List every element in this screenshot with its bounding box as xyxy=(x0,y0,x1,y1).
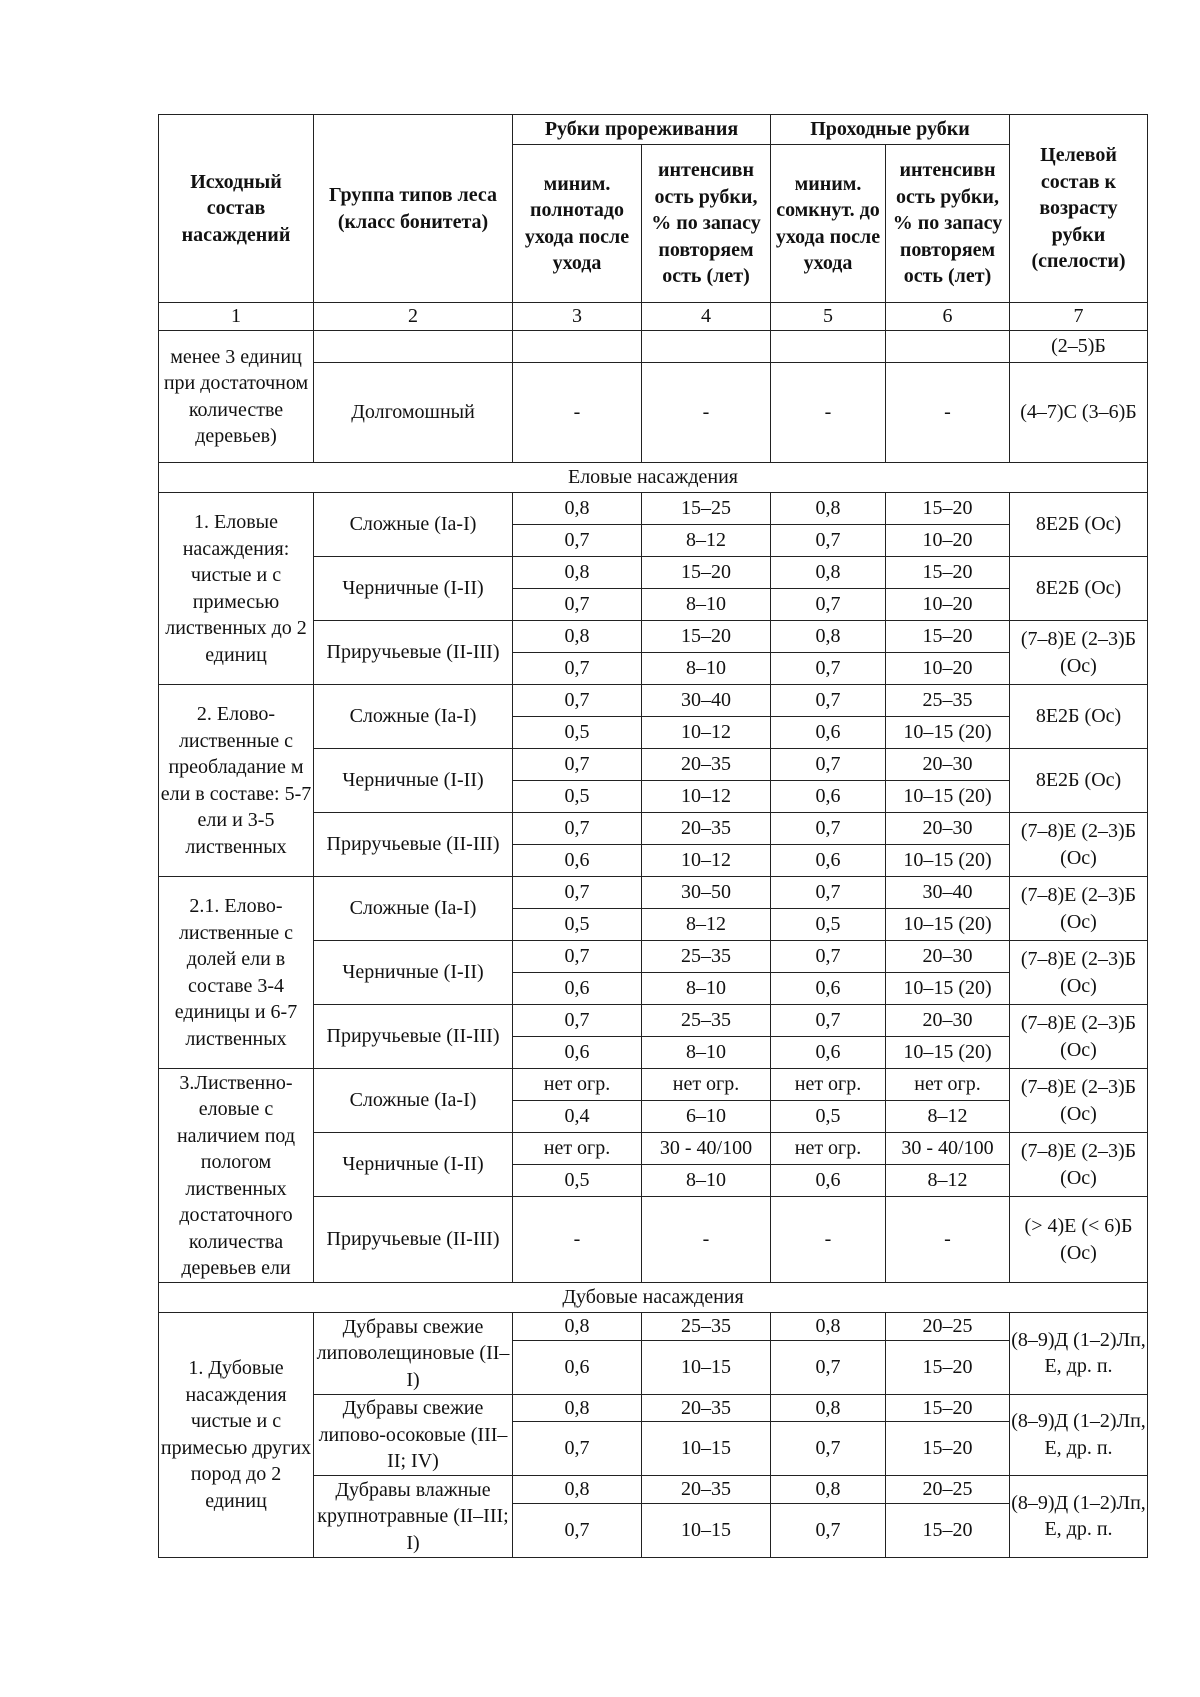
value-cell: 0,8 xyxy=(771,1476,886,1504)
value-cell: 8–10 xyxy=(642,973,771,1005)
value-cell: 0,8 xyxy=(771,557,886,589)
target-composition-cell: (8–9)Д (1–2)Лп, Е, др. п. xyxy=(1010,1394,1148,1476)
value-cell: 0,7 xyxy=(771,749,886,781)
forest-type-cell: Дубравы свежие липово-осоковые (III–II; IV) xyxy=(314,1394,513,1476)
empty-cell xyxy=(513,331,642,363)
value-cell: 25–35 xyxy=(642,941,771,973)
column-number: 5 xyxy=(771,303,886,331)
header-thinning-cuts: Рубки прореживания xyxy=(513,115,771,145)
forest-type-cell: Черничные (I-II) xyxy=(314,1133,513,1197)
value-cell: 0,5 xyxy=(771,909,886,941)
value-cell: 10–15 xyxy=(642,1340,771,1394)
value-cell: 15–20 xyxy=(642,621,771,653)
value-cell: 25–35 xyxy=(642,1313,771,1341)
value-cell: 8–10 xyxy=(642,1165,771,1197)
value-cell: 30–40 xyxy=(642,685,771,717)
column-number: 1 xyxy=(159,303,314,331)
value-cell: нет огр. xyxy=(771,1069,886,1101)
value-cell: 8–10 xyxy=(642,653,771,685)
value-cell: 0,7 xyxy=(771,1340,886,1394)
value-cell: 8–10 xyxy=(642,589,771,621)
value-cell: 0,6 xyxy=(771,781,886,813)
value-cell: 8–10 xyxy=(642,1037,771,1069)
value-cell: 15–25 xyxy=(642,493,771,525)
value-cell: 0,8 xyxy=(513,557,642,589)
value-cell: 0,8 xyxy=(771,1313,886,1341)
value-cell: - xyxy=(886,1197,1010,1283)
value-cell: - xyxy=(513,1197,642,1283)
empty-cell xyxy=(314,331,513,363)
value-cell: 0,7 xyxy=(513,1503,642,1557)
value-cell: 20–30 xyxy=(886,941,1010,973)
value-cell: 0,7 xyxy=(513,589,642,621)
value-cell: 20–25 xyxy=(886,1313,1010,1341)
target-composition-cell: (8–9)Д (1–2)Лп, Е, др. п. xyxy=(1010,1313,1148,1395)
value-cell: 0,7 xyxy=(513,749,642,781)
value-cell: 0,7 xyxy=(513,1422,642,1476)
value-cell: 15–20 xyxy=(886,1422,1010,1476)
value-cell: 10–20 xyxy=(886,653,1010,685)
value-cell: 10–20 xyxy=(886,525,1010,557)
value-cell: 15–20 xyxy=(886,1503,1010,1557)
value-cell: 0,8 xyxy=(513,1394,642,1422)
value-cell: 10–15 (20) xyxy=(886,717,1010,749)
forest-type-cell: Долгомошный xyxy=(314,363,513,463)
forest-type-cell: Дубравы свежие липоволещиновые (II–I) xyxy=(314,1313,513,1395)
target-composition-cell: 8Е2Б (Ос) xyxy=(1010,493,1148,557)
value-cell: 25–35 xyxy=(886,685,1010,717)
value-cell: 20–30 xyxy=(886,813,1010,845)
section-title-oak: Дубовые насаждения xyxy=(159,1283,1148,1313)
value-cell: 0,7 xyxy=(771,1503,886,1557)
value-cell: 0,6 xyxy=(513,1340,642,1394)
value-cell: 0,5 xyxy=(513,909,642,941)
value-cell: 0,7 xyxy=(513,813,642,845)
target-composition-cell: (2–5)Б xyxy=(1010,331,1148,363)
forest-thinning-table xyxy=(158,114,1148,1558)
value-cell: нет огр. xyxy=(771,1133,886,1165)
value-cell: 10–15 (20) xyxy=(886,845,1010,877)
source-composition-cell: 2.1. Елово-лиственные с долей ели в составе 3-4 единицы и 6-7 лиственных xyxy=(159,877,314,1069)
value-cell: нет огр. xyxy=(513,1133,642,1165)
value-cell: 0,8 xyxy=(513,621,642,653)
target-composition-cell: (7–8)Е (2–3)Б (Ос) xyxy=(1010,1005,1148,1069)
target-composition-cell: (8–9)Д (1–2)Лп, Е, др. п. xyxy=(1010,1476,1148,1558)
column-number: 4 xyxy=(642,303,771,331)
source-composition-cell: 2. Елово-лиственные с преобладание м ели в составе: 5-7 ели и 3-5 лиственных xyxy=(159,685,314,877)
value-cell: 20–35 xyxy=(642,1476,771,1504)
value-cell: 0,7 xyxy=(513,1005,642,1037)
value-cell: 15–20 xyxy=(886,1340,1010,1394)
header-passage-cuts: Проходные рубки xyxy=(771,115,1010,145)
value-cell: 0,7 xyxy=(513,653,642,685)
forest-type-cell: Черничные (I-II) xyxy=(314,557,513,621)
value-cell: 0,5 xyxy=(513,1165,642,1197)
value-cell: 10–20 xyxy=(886,589,1010,621)
value-cell: 0,6 xyxy=(771,1165,886,1197)
target-composition-cell: (4–7)С (3–6)Б xyxy=(1010,363,1148,463)
header-min-closure: миним. сомкнут. до ухода после ухода xyxy=(771,145,886,303)
value-cell: 8–12 xyxy=(642,909,771,941)
value-cell: 0,8 xyxy=(771,621,886,653)
value-cell: - xyxy=(771,363,886,463)
target-composition-cell: (> 4)Е (< 6)Б (Ос) xyxy=(1010,1197,1148,1283)
value-cell: 6–10 xyxy=(642,1101,771,1133)
target-composition-cell: 8Е2Б (Ос) xyxy=(1010,749,1148,813)
value-cell: 0,7 xyxy=(513,941,642,973)
value-cell: 15–20 xyxy=(886,621,1010,653)
source-composition-cell: 1. Дубовые насаждения чистые и с примесью других пород до 2 единиц xyxy=(159,1313,314,1558)
value-cell: 0,8 xyxy=(513,1313,642,1341)
value-cell: 15–20 xyxy=(886,557,1010,589)
value-cell: 0,5 xyxy=(513,717,642,749)
value-cell: 8–12 xyxy=(886,1165,1010,1197)
forest-type-cell: Сложные (Ia-I) xyxy=(314,493,513,557)
value-cell: 0,6 xyxy=(513,1037,642,1069)
value-cell: 0,7 xyxy=(771,653,886,685)
value-cell: 0,7 xyxy=(771,877,886,909)
forest-type-cell: Приручьевые (II-III) xyxy=(314,1005,513,1069)
value-cell: 10–15 (20) xyxy=(886,781,1010,813)
value-cell: 15–20 xyxy=(886,1394,1010,1422)
source-composition-cell: 3.Лиственно-еловые с наличием под пологом лиственных достаточного количества деревьев ели xyxy=(159,1069,314,1283)
empty-cell xyxy=(886,331,1010,363)
value-cell: 30–50 xyxy=(642,877,771,909)
section-title-spruce: Еловые насаждения xyxy=(159,463,1148,493)
value-cell: - xyxy=(886,363,1010,463)
value-cell: 10–12 xyxy=(642,845,771,877)
value-cell: 10–15 xyxy=(642,1503,771,1557)
value-cell: 10–15 (20) xyxy=(886,973,1010,1005)
value-cell: 15–20 xyxy=(886,493,1010,525)
empty-cell xyxy=(771,331,886,363)
value-cell: 30 - 40/100 xyxy=(886,1133,1010,1165)
value-cell: 10–15 (20) xyxy=(886,909,1010,941)
header-intensity-thinning: интенсивн ость рубки, % по запасу повторяем ость (лет) xyxy=(642,145,771,303)
value-cell: 0,5 xyxy=(771,1101,886,1133)
header-target-composition: Целевой состав к возрасту рубки (спелости) xyxy=(1010,115,1148,303)
value-cell: 0,5 xyxy=(513,781,642,813)
target-composition-cell: 8Е2Б (Ос) xyxy=(1010,685,1148,749)
header-min-density: миним. полнотадо ухода после ухода xyxy=(513,145,642,303)
forest-type-cell: Черничные (I-II) xyxy=(314,749,513,813)
value-cell: 0,8 xyxy=(513,1476,642,1504)
target-composition-cell: (7–8)Е (2–3)Б (Ос) xyxy=(1010,877,1148,941)
value-cell: 15–20 xyxy=(642,557,771,589)
value-cell: 20–35 xyxy=(642,813,771,845)
forest-type-cell: Черничные (I-II) xyxy=(314,941,513,1005)
value-cell: 0,7 xyxy=(771,813,886,845)
value-cell: 20–35 xyxy=(642,749,771,781)
value-cell: 0,7 xyxy=(771,941,886,973)
value-cell: 8–12 xyxy=(642,525,771,557)
column-number: 3 xyxy=(513,303,642,331)
value-cell: 0,7 xyxy=(513,685,642,717)
value-cell: 0,7 xyxy=(771,589,886,621)
value-cell: 0,8 xyxy=(771,493,886,525)
forest-type-cell: Сложные (Ia-I) xyxy=(314,685,513,749)
value-cell: 10–12 xyxy=(642,717,771,749)
target-composition-cell: (7–8)Е (2–3)Б (Ос) xyxy=(1010,621,1148,685)
value-cell: 0,6 xyxy=(771,973,886,1005)
value-cell: нет огр. xyxy=(886,1069,1010,1101)
target-composition-cell: 8Е2Б (Ос) xyxy=(1010,557,1148,621)
forest-type-cell: Сложные (Ia-I) xyxy=(314,877,513,941)
column-number: 7 xyxy=(1010,303,1148,331)
forest-type-cell: Сложные (Ia-I) xyxy=(314,1069,513,1133)
value-cell: 8–12 xyxy=(886,1101,1010,1133)
value-cell: 0,7 xyxy=(513,877,642,909)
value-cell: 0,8 xyxy=(513,493,642,525)
value-cell: 30–40 xyxy=(886,877,1010,909)
value-cell: 0,7 xyxy=(513,525,642,557)
value-cell: 30 - 40/100 xyxy=(642,1133,771,1165)
value-cell: 25–35 xyxy=(642,1005,771,1037)
value-cell: 20–25 xyxy=(886,1476,1010,1504)
value-cell: - xyxy=(642,1197,771,1283)
value-cell: - xyxy=(513,363,642,463)
value-cell: 0,7 xyxy=(771,1005,886,1037)
value-cell: нет огр. xyxy=(642,1069,771,1101)
forest-type-cell: Приручьевые (II-III) xyxy=(314,813,513,877)
value-cell: 0,6 xyxy=(771,717,886,749)
value-cell: 0,6 xyxy=(513,973,642,1005)
column-number: 2 xyxy=(314,303,513,331)
value-cell: 0,4 xyxy=(513,1101,642,1133)
forest-type-cell: Дубравы влажные крупнотравные (II–III; I) xyxy=(314,1476,513,1558)
value-cell: 10–12 xyxy=(642,781,771,813)
value-cell: 0,6 xyxy=(771,1037,886,1069)
value-cell: 20–35 xyxy=(642,1394,771,1422)
value-cell: 10–15 (20) xyxy=(886,1037,1010,1069)
value-cell: 0,7 xyxy=(771,685,886,717)
header-source-composition: Исходный состав насаждений xyxy=(159,115,314,303)
forest-type-cell: Приручьевые (II-III) xyxy=(314,1197,513,1283)
forest-type-cell: Приручьевые (II-III) xyxy=(314,621,513,685)
target-composition-cell: (7–8)Е (2–3)Б (Ос) xyxy=(1010,1069,1148,1133)
value-cell: 0,7 xyxy=(771,1422,886,1476)
header-forest-type-group: Группа типов леса (класс бонитета) xyxy=(314,115,513,303)
empty-cell xyxy=(642,331,771,363)
value-cell: 0,6 xyxy=(771,845,886,877)
value-cell: нет огр. xyxy=(513,1069,642,1101)
header-intensity-passage: интенсивн ость рубки, % по запасу повторяем ость (лет) xyxy=(886,145,1010,303)
target-composition-cell: (7–8)Е (2–3)Б (Ос) xyxy=(1010,941,1148,1005)
value-cell: 0,8 xyxy=(771,1394,886,1422)
target-composition-cell: (7–8)Е (2–3)Б (Ос) xyxy=(1010,813,1148,877)
value-cell: - xyxy=(642,363,771,463)
value-cell: 0,6 xyxy=(513,845,642,877)
value-cell: 20–30 xyxy=(886,749,1010,781)
value-cell: 20–30 xyxy=(886,1005,1010,1037)
value-cell: 0,7 xyxy=(771,525,886,557)
column-number: 6 xyxy=(886,303,1010,331)
target-composition-cell: (7–8)Е (2–3)Б (Ос) xyxy=(1010,1133,1148,1197)
value-cell: 10–15 xyxy=(642,1422,771,1476)
value-cell: - xyxy=(771,1197,886,1283)
source-composition-cell: менее 3 единиц при достаточном количестве деревьев) xyxy=(159,331,314,463)
source-composition-cell: 1. Еловые насаждения: чистые и с примесью лиственных до 2 единиц xyxy=(159,493,314,685)
